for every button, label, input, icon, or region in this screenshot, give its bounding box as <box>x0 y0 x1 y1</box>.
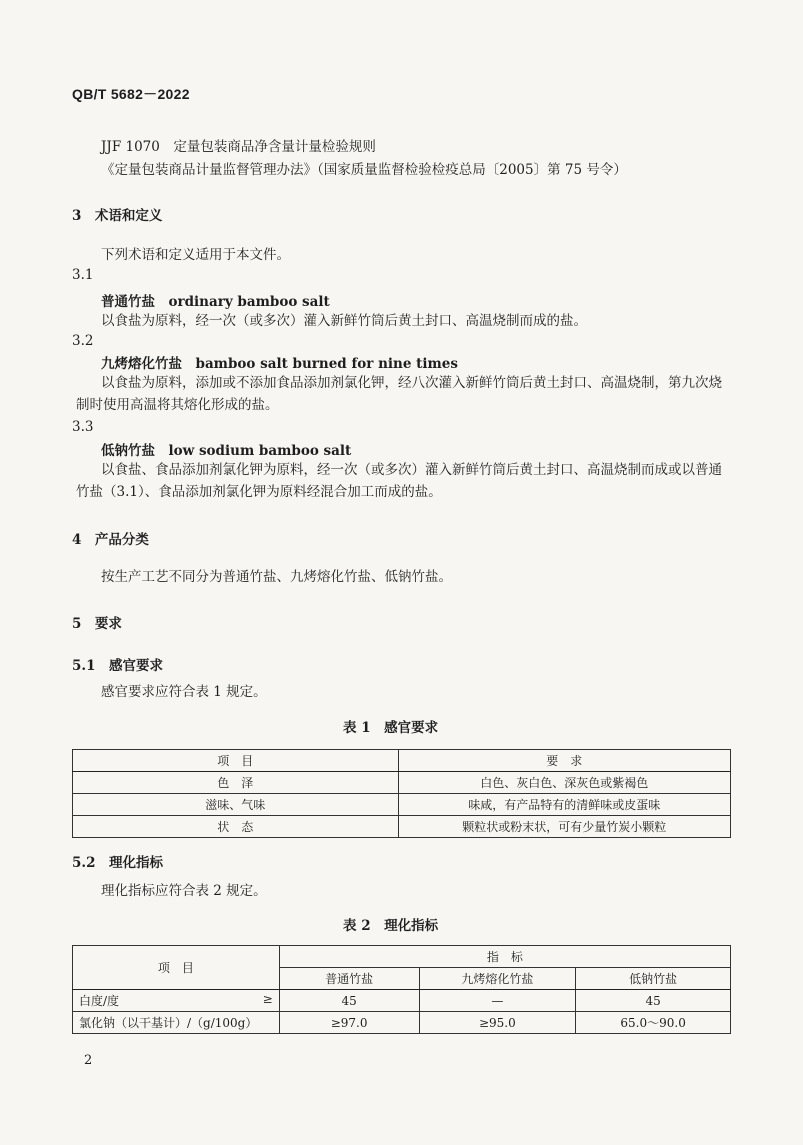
term-3-2-definition: 以食盐为原料，添加或不添加食品添加剂氯化钾，经八次灌入新鲜竹筒后黄土封口、高温烧制，第九次烧制时使用高温将其熔化形成的盐。 <box>76 375 722 413</box>
table-1-col-requirement: 要 求 <box>398 750 731 772</box>
reference-jjf1070: JJF 1070 定量包装商品净含量计量检验规则 <box>101 139 376 155</box>
section-5-1-heading: 5.1 感官要求 <box>72 658 163 674</box>
section-4-text: 按生产工艺不同分为普通竹盐、九烤熔化竹盐、低钠竹盐。 <box>101 569 452 585</box>
term-3-3-number: 3.3 <box>72 419 94 435</box>
table-2-col-low-sodium: 低钠竹盐 <box>576 968 731 990</box>
sensory-requirements-table <box>72 749 731 838</box>
table-row <box>73 772 731 794</box>
physicochemical-indicators-table <box>72 945 731 1034</box>
table-cell-value: 45 <box>576 990 731 1012</box>
table-1-header-row <box>73 750 731 772</box>
table-cell-item <box>73 1012 280 1034</box>
item-label: 氯化钠（以干基计）/（g/100g） <box>79 1016 258 1030</box>
table-cell-item: 状 态 <box>73 816 399 838</box>
table-cell-value: 65.0～90.0 <box>576 1012 731 1034</box>
section-5-heading: 5 要求 <box>72 616 122 632</box>
term-3-1-definition: 以食盐为原料，经一次（或多次）灌入新鲜竹筒后黄土封口、高温烧制而成的盐。 <box>101 313 587 329</box>
table-cell-item: 色 泽 <box>73 772 399 794</box>
section-5-1-text: 感官要求应符合表 1 规定。 <box>101 684 267 700</box>
term-3-1-number: 3.1 <box>72 267 94 283</box>
table-2-title: 表 2 理化指标 <box>343 918 439 934</box>
section-3-heading: 3 术语和定义 <box>72 208 163 224</box>
table-cell-item <box>73 990 280 1012</box>
table-cell-value: 45 <box>279 990 419 1012</box>
table-2-col-nine-times: 九烤熔化竹盐 <box>419 968 576 990</box>
table-2-col-item: 项 目 <box>73 946 280 990</box>
table-cell-value: — <box>419 990 576 1012</box>
table-row <box>73 816 731 838</box>
table-cell-value: ≥95.0 <box>419 1012 576 1034</box>
page-number: 2 <box>84 1053 93 1068</box>
table-1-col-item: 项 目 <box>73 750 399 772</box>
table-cell-value: ≥97.0 <box>279 1012 419 1034</box>
section-5-2-text: 理化指标应符合表 2 规定。 <box>101 883 267 899</box>
table-row <box>73 1012 731 1034</box>
table-cell-requirement: 白色、灰白色、深灰色或紫褐色 <box>398 772 731 794</box>
section-4-heading: 4 产品分类 <box>72 532 149 548</box>
table-cell-requirement: 味咸，有产品特有的清鲜味或皮蛋味 <box>398 794 731 816</box>
reference-regulation: 《定量包装商品计量监督管理办法》（国家质量监督检验检疫总局〔2005〕第 75 号令） <box>101 162 627 178</box>
table-cell-item: 滋味、气味 <box>73 794 399 816</box>
term-3-2-number: 3.2 <box>72 333 94 349</box>
section-5-2-heading: 5.2 理化指标 <box>72 855 163 871</box>
table-cell-requirement: 颗粒状或粉末状，可有少量竹炭小颗粒 <box>398 816 731 838</box>
table-row <box>73 794 731 816</box>
term-3-2-title: 九烤熔化竹盐 bamboo salt burned for nine times <box>101 356 458 372</box>
table-2-col-index: 指 标 <box>279 946 730 968</box>
table-1-title: 表 1 感官要求 <box>343 720 439 736</box>
table-2-col-ordinary: 普通竹盐 <box>279 968 419 990</box>
comparison-symbol: ≥ <box>262 992 273 1006</box>
table-row <box>73 990 731 1012</box>
table-2-header-row <box>73 946 731 968</box>
term-3-3-title: 低钠竹盐 low sodium bamboo salt <box>101 443 352 459</box>
item-label: 白度/度 <box>79 994 120 1008</box>
term-3-1-title: 普通竹盐 ordinary bamboo salt <box>101 294 330 310</box>
standard-code: QB/T 5682－2022 <box>72 86 190 102</box>
section-3-intro: 下列术语和定义适用于本文件。 <box>101 247 290 263</box>
term-3-3-definition: 以食盐、食品添加剂氯化钾为原料，经一次（或多次）灌入新鲜竹筒后黄土封口、高温烧制而成或以普通竹盐（3.1）、食品添加剂氯化钾为原料经混合加工而成的盐。 <box>76 462 722 500</box>
